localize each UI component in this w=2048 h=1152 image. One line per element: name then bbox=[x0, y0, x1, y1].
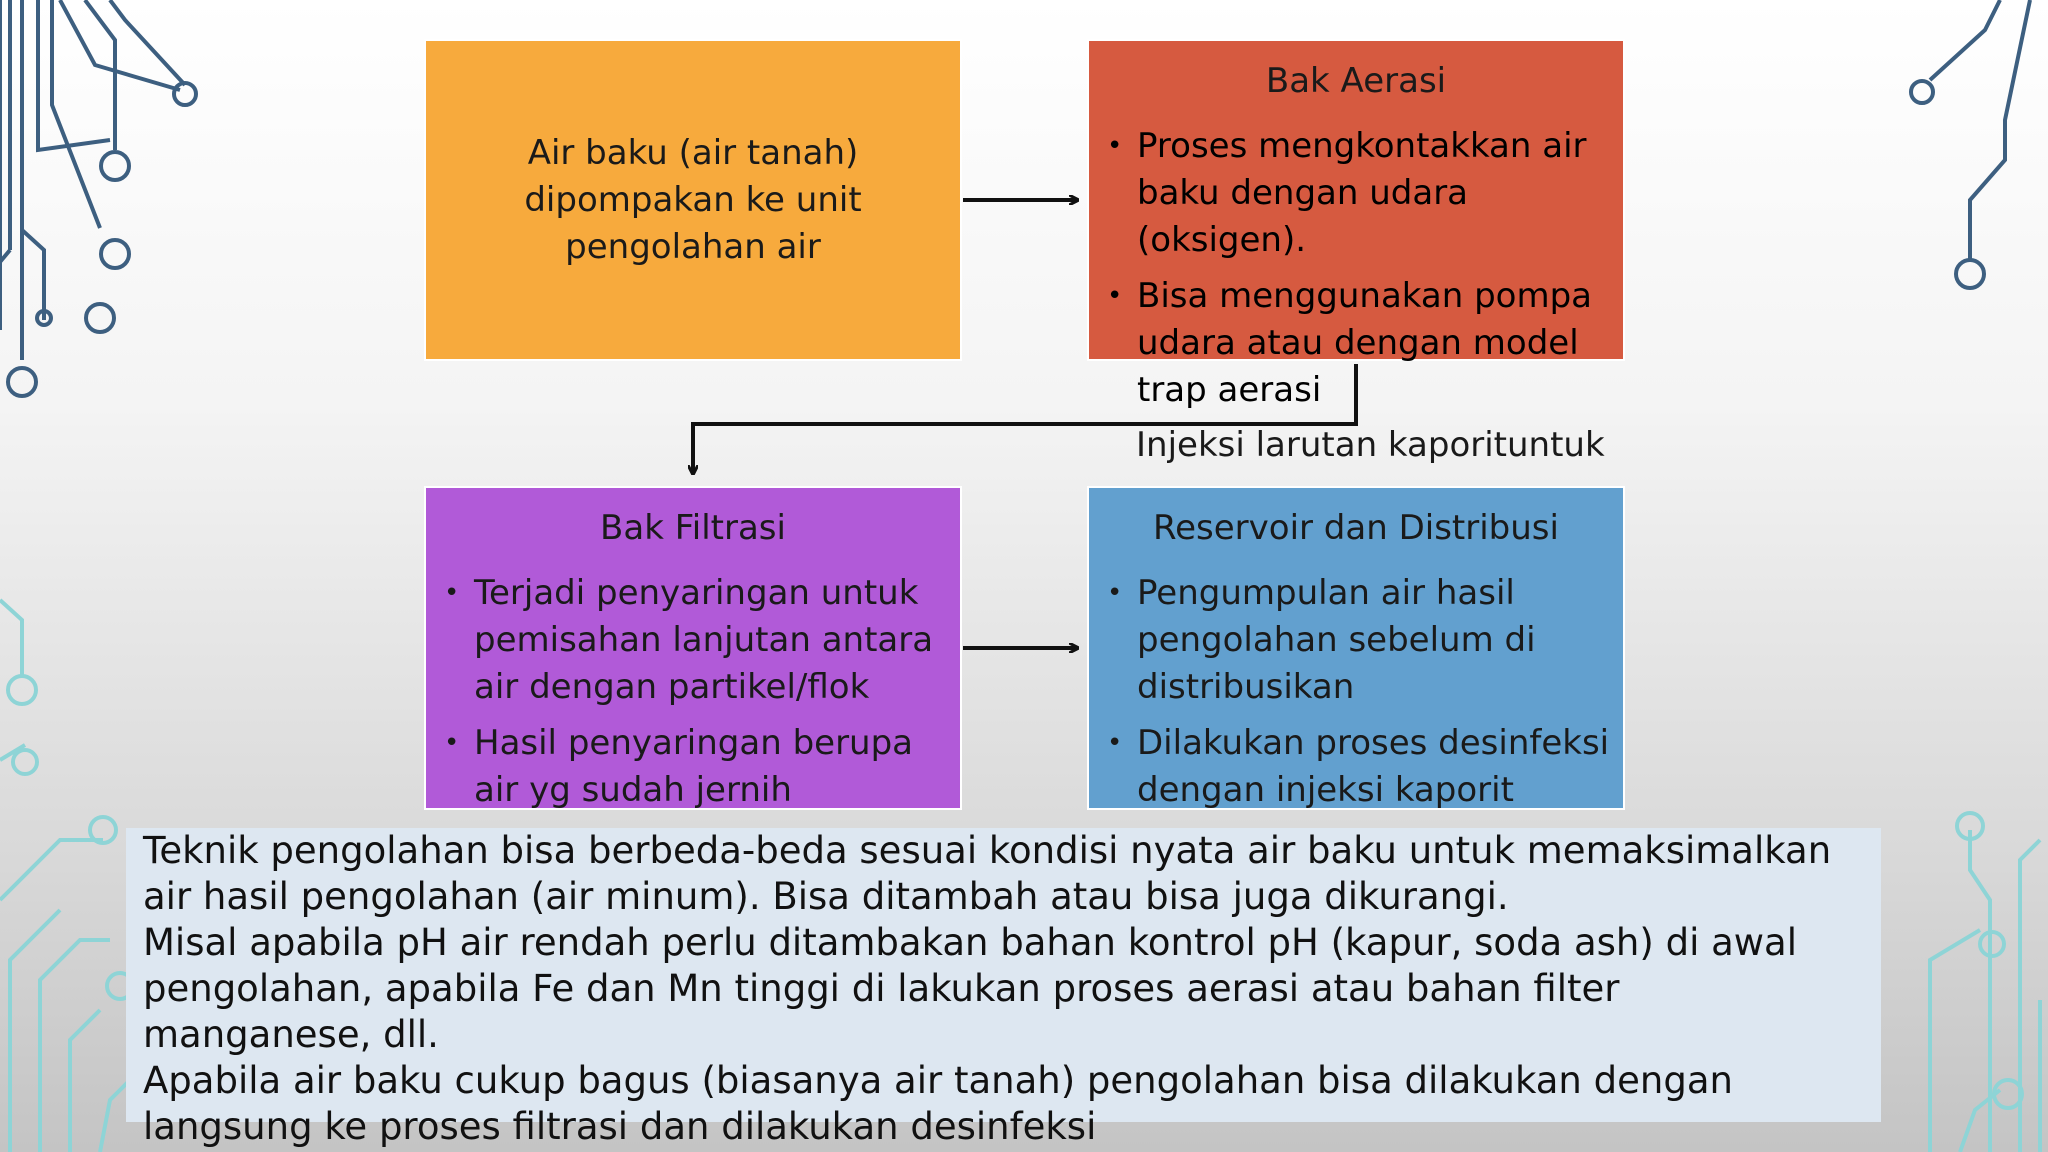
step-reservoir-box bbox=[1087, 486, 1625, 810]
reservoir-item: • Pengumpulan air hasil pengolahan sebelum di distribusikan bbox=[1107, 570, 1612, 711]
step-filtration-box bbox=[424, 486, 962, 810]
note-line: air hasil pengolahan (air minum). Bisa ditambah atau bisa juga dikurangi. bbox=[143, 875, 1509, 918]
filtration-item: • Hasil penyaringan berupa air yg sudah jernih bbox=[444, 720, 949, 810]
reservoir-list bbox=[1107, 570, 1612, 810]
note-line: Teknik pengolahan bisa berbeda-beda sesuai kondisi nyata air baku untuk memaksimalkan bbox=[143, 829, 1832, 872]
filtration-title: Bak Filtrasi bbox=[600, 508, 786, 548]
raw-water-line-1: Air baku (air tanah) bbox=[527, 133, 859, 173]
note-line: Apabila air baku cukup bagus (biasanya air tanah) pengolahan bisa dilakukan dengan bbox=[143, 1059, 1733, 1102]
step-raw-water-box bbox=[424, 39, 962, 361]
reservoir-item: • Dilakukan proses desinfeksi dengan injeksi kaporit bbox=[1107, 720, 1612, 810]
raw-water-line-3: pengolahan air bbox=[565, 227, 821, 267]
note-line: pengolahan, apabila Fe dan Mn tinggi di lakukan proses aerasi atau bahan filter bbox=[143, 967, 1620, 1010]
note-line: langsung ke proses filtrasi dan dilakukan desinfeksi bbox=[143, 1105, 1097, 1148]
filtration-item: • Terjadi penyaringan untuk pemisahan lanjutan antara air dengan partikel/flok bbox=[444, 570, 949, 711]
filtration-list bbox=[444, 570, 949, 810]
aeration-list bbox=[1107, 123, 1612, 423]
aeration-title: Bak Aerasi bbox=[1265, 61, 1447, 101]
raw-water-line-2: dipompakan ke unit bbox=[524, 180, 862, 220]
reservoir-title: Reservoir dan Distribusi bbox=[1153, 508, 1559, 548]
aeration-item: • Bisa menggunakan pompa udara atau dengan model trap aerasi bbox=[1107, 273, 1612, 414]
note-line: manganese, dll. bbox=[143, 1013, 439, 1056]
note-line: Misal apabila pH air rendah perlu ditambakan bahan kontrol pH (kapur, soda ash) di awal bbox=[143, 921, 1797, 964]
aeration-item: • Proses mengkontakkan air baku dengan udara (oksigen). bbox=[1107, 123, 1612, 264]
explanation-note bbox=[126, 828, 1881, 1148]
aeration-overflow-text: Injeksi larutan kaporituntuk bbox=[1136, 425, 1605, 465]
